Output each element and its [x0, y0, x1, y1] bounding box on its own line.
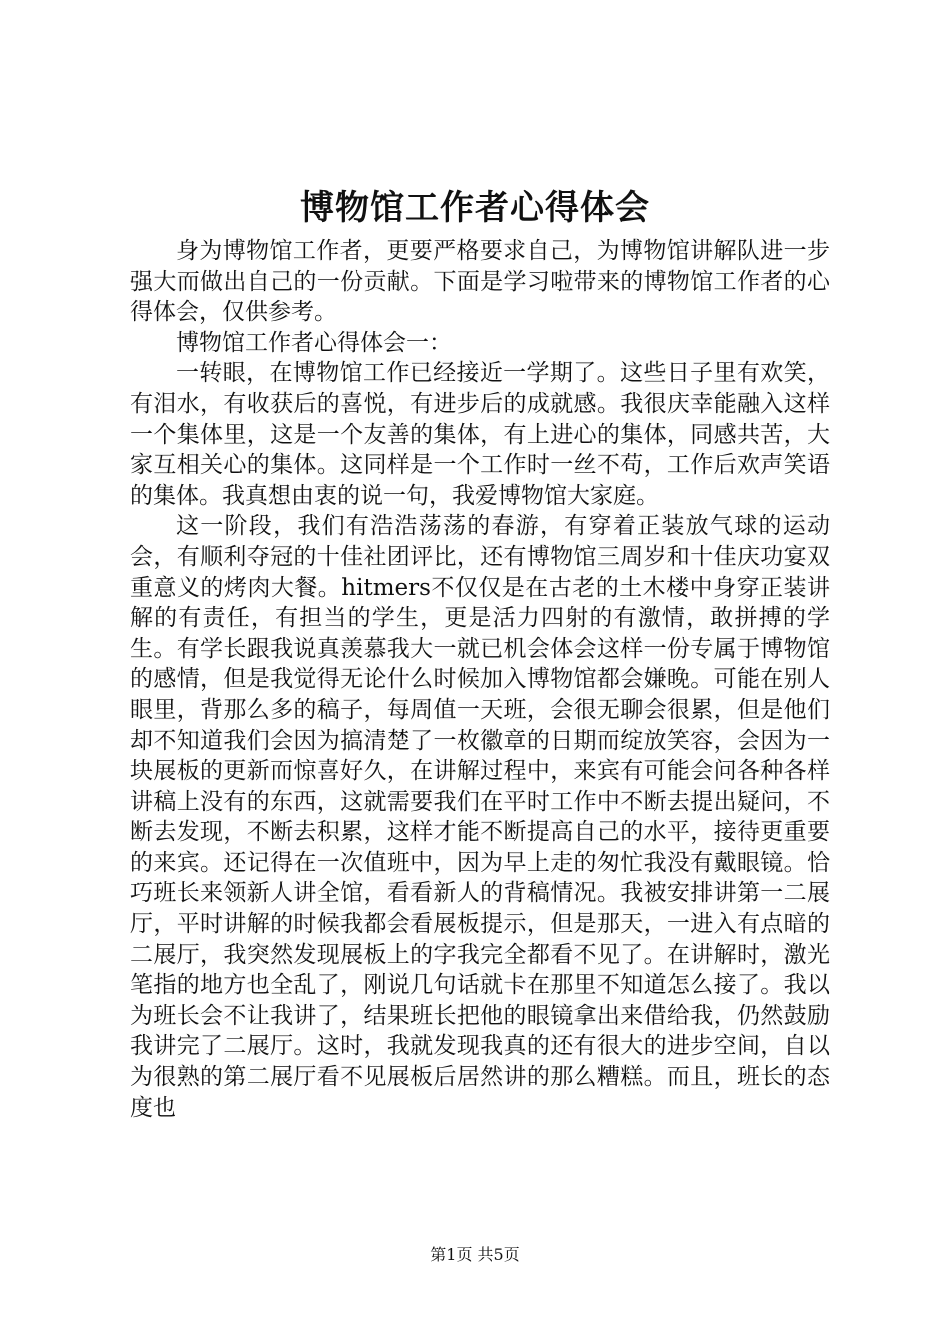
- page-footer: 第1页 共5页: [430, 1245, 520, 1264]
- paragraph-section-heading: 博物馆工作者心得体会一：: [176, 329, 452, 356]
- paragraph-activities: 这一阶段，我们有浩浩荡荡的春游，有穿着正装放气球的运动会，有顺利夺冠的十佳社团评比，还有博物馆三周岁和十佳庆功宴双重意义的烤肉大餐。hitmers不仅仅是在古老的土木楼中身穿正装讲解的有责任，有担当的学生，更是活力四射的有激情，敢拼搏的学生。有学长跟我说真羡慕我大一就已机会体会这样一份专属于博物馆的感情，但是我觉得无论什么时候加入博物馆都会嫌晚。可能在别人眼里，背那么多的稿子，每周值一天班，会很无聊会很累，但是他们却不知道我们会因为搞清楚了一枚徽章的日期而绽放笑容，会因为一块展板的更新而惊喜好久，在讲解过程中，来宾有可能会问各种各样讲稿上没有的东西，这就需要我们在平时工作中不断去提出疑问，不断去发现，不断去积累，这样才能不断提高自己的水平，接待更重要的来宾。还记得在一次值班中，因为早上走的匆忙我没有戴眼镜。恰巧班长来领新人讲全馆，看看新人的背稿情况。我被安排讲第一二展厅，平时讲解的时候我都会看展板提示，但是那天，一进入有点暗的二展厅，我突然发现展板上的字我完全都看不见了。在讲解时，激光笔指的地方也全乱了，刚说几句话就卡在那里不知道怎么接了。我以为班长会不让我讲了，结果班长把他的眼镜拿出来借给我，仍然鼓励我讲完了二展厅。这时，我就发现我真的还有很大的进步空间，自以为很熟的第二展厅看不见展板后居然讲的那么糟糕。而且，班长的态度也: [130, 513, 830, 1121]
- paragraph-intro: 身为博物馆工作者，更要严格要求自己，为博物馆讲解队进一步强大而做出自己的一份贡献。下面是学习啦带来的博物馆工作者的心得体会，仅供参考。: [130, 238, 830, 326]
- document-body: [130, 236, 830, 1123]
- paragraph-experience: 一转眼，在博物馆工作已经接近一学期了。这些日子里有欢笑，有泪水，有收获后的喜悦，有进步后的成就感。我很庆幸能融入这样一个集体里，这是一个友善的集体，有上进心的集体，同感共苦，大家互相关心的集体。这同样是一个工作时一丝不苟，工作后欢声笑语的集体。我真想由衷的说一句，我爱博物馆大家庭。: [130, 360, 830, 509]
- document-title: 博物馆工作者心得体会: [300, 188, 650, 228]
